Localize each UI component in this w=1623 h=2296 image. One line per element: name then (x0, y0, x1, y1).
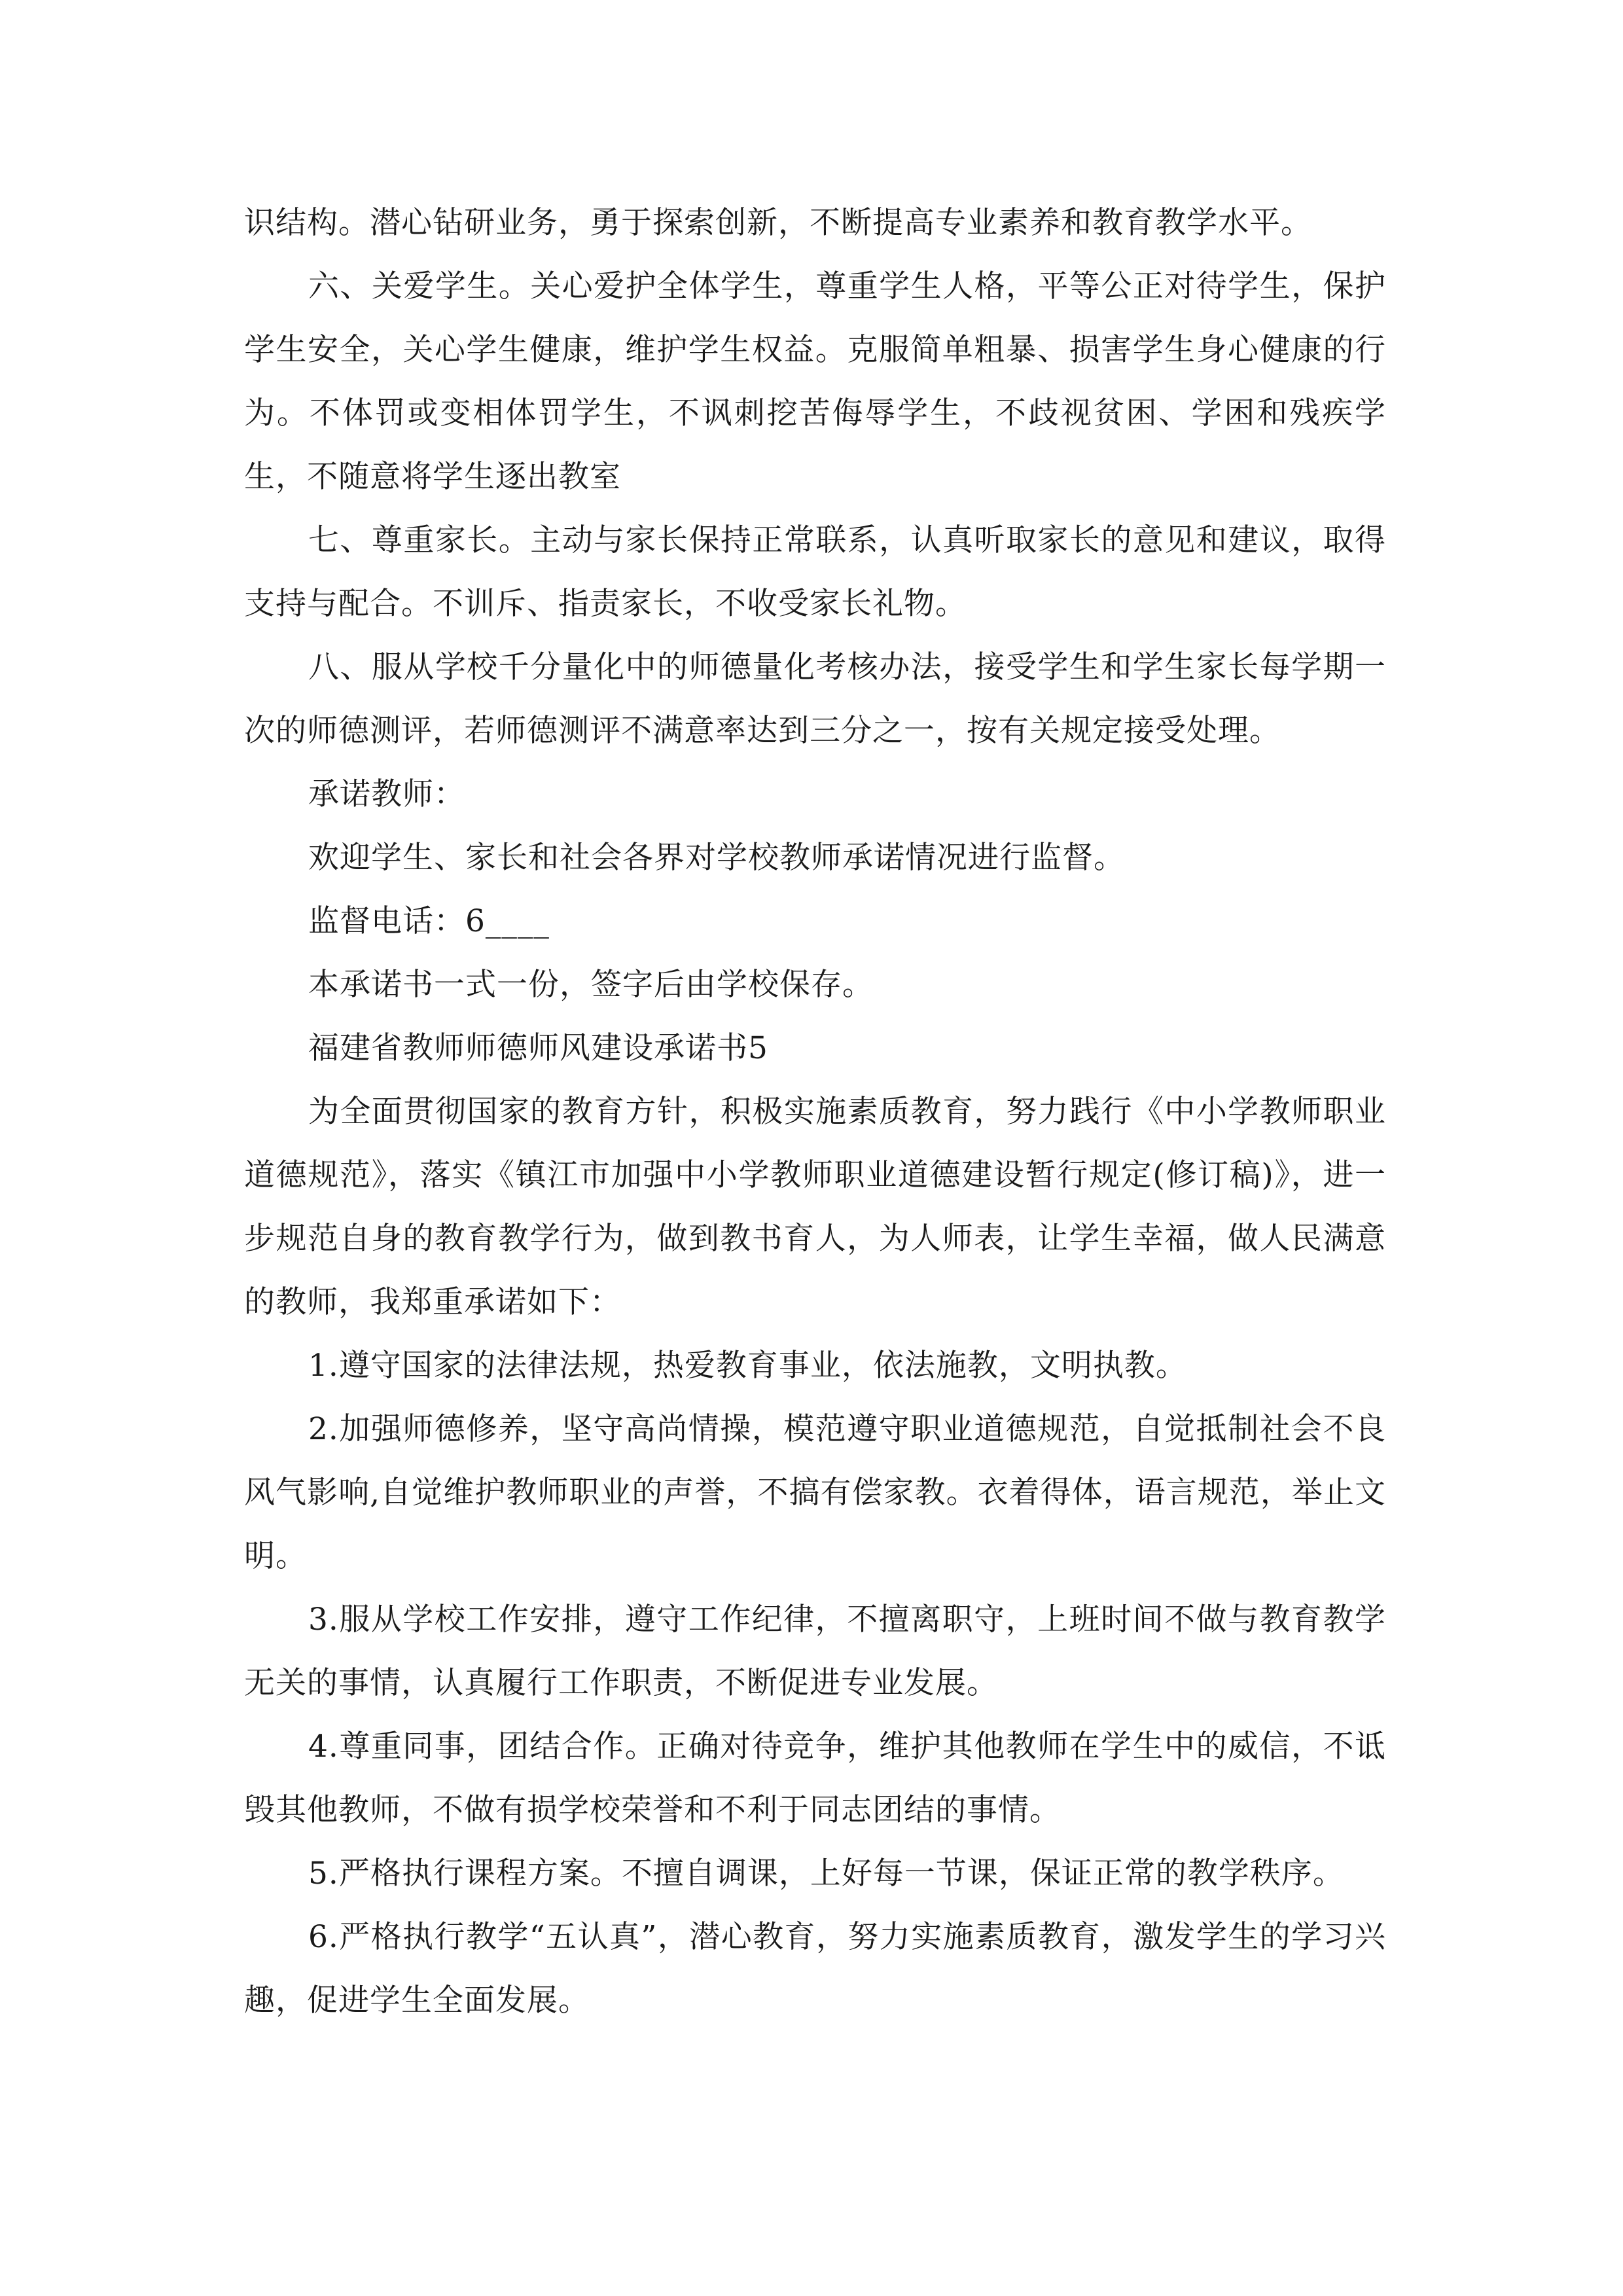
paragraph-item-8: 八、服从学校千分量化中的师德量化考核办法，接受学生和学生家长每学期一次的师德测评，若师德测评不满意率达到三分之一，按有关规定接受处理。 (244, 649, 1386, 749)
paragraph-item-7: 七、尊重家长。主动与家长保持正常联系，认真听取家长的意见和建议，取得支持与配合。不训斥、指责家长，不收受家长礼物。 (244, 522, 1386, 622)
supervision-phone: 监督电话：6____ (308, 903, 550, 939)
pledge-item-2: 2.加强师德修养，坚守高尚情操，模范遵守职业道德规范，自觉抵制社会不良风气影响,自觉维护教师职业的声誉，不搞有偿家教。衣着得体，语言规范，举止文明。 (244, 1411, 1386, 1574)
signature-line: 承诺教师： (308, 776, 465, 812)
pledge-item-1: 1.遵守国家的法律法规，热爱教育事业，依法施教，文明执教。 (308, 1348, 1187, 1384)
paragraph-continuation: 识结构。潜心钻研业务，勇于探索创新，不断提高专业素养和教育教学水平。 (244, 205, 1312, 241)
intro-paragraph: 为全面贯彻国家的教育方针，积极实施素质教育，努力践行《中小学教师职业道德规范》，落实《镇江市加强中小学教师职业道德建设暂行规定(修订稿)》，进一步规范自身的教育教学行为，做到教书育人，为人师表，让学生幸福，做人民满意的教师，我郑重承诺如下： (244, 1094, 1386, 1320)
storage-note: 本承诺书一式一份，签字后由学校保存。 (308, 967, 874, 1003)
section-title: 福建省教师师德师风建设承诺书5 (308, 1030, 768, 1066)
pledge-item-6: 6.严格执行教学“五认真”，潜心教育，努力实施素质教育，激发学生的学习兴趣，促进学生全面发展。 (244, 1919, 1386, 2018)
paragraph-item-6: 六、关爱学生。关心爱护全体学生，尊重学生人格，平等公正对待学生，保护学生安全，关心学生健康，维护学生权益。克服简单粗暴、损害学生身心健康的行为。不体罚或变相体罚学生，不讽刺挖苦侮辱学生，不歧视贫困、学困和残疾学生，不随意将学生逐出教室 (244, 268, 1386, 495)
pledge-item-5: 5.严格执行课程方案。不擅自调课，上好每一节课，保证正常的教学秩序。 (308, 1856, 1344, 1892)
pledge-item-3: 3.服从学校工作安排，遵守工作纪律，不擅离职守，上班时间不做与教育教学无关的事情，认真履行工作职责，不断促进专业发展。 (244, 1602, 1386, 1701)
pledge-item-4: 4.尊重同事，团结合作。正确对待竞争，维护其他教师在学生中的威信，不诋毁其他教师，不做有损学校荣誉和不利于同志团结的事情。 (244, 1729, 1386, 1828)
supervision-note: 欢迎学生、家长和社会各界对学校教师承诺情况进行监督。 (308, 840, 1125, 876)
document-body (244, 191, 1386, 2032)
